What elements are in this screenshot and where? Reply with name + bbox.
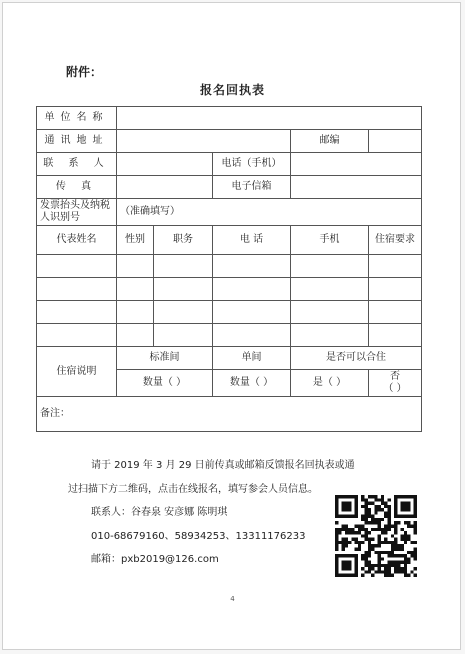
page-number: 4: [230, 595, 235, 603]
col-position: 职务: [154, 226, 213, 255]
table-row: [37, 324, 422, 347]
invoice-label: 发票抬头及纳税人识别号: [37, 199, 117, 226]
row-address: [37, 130, 422, 153]
share-room-label: 是否可以合住: [291, 347, 422, 370]
postcode-field[interactable]: [369, 130, 422, 153]
postcode-label: 邮编: [291, 130, 369, 153]
position-cell[interactable]: [154, 255, 213, 278]
row-invoice: [37, 199, 422, 226]
position-cell[interactable]: [154, 301, 213, 324]
contact-label: 联 系 人: [37, 153, 117, 176]
lodging-cell[interactable]: [369, 255, 422, 278]
table-row: [37, 301, 422, 324]
share-yes-field[interactable]: 是（ ）: [291, 370, 369, 397]
email-label: 电子信箱: [213, 176, 291, 199]
gender-cell[interactable]: [117, 301, 154, 324]
footer-line-1: 请于 2019 年 3 月 29 日前传真或邮箱反馈报名回执表或通: [91, 460, 355, 471]
lodging-cell[interactable]: [369, 324, 422, 347]
unit-name-label: 单位名称: [37, 107, 117, 130]
gender-cell[interactable]: [117, 278, 154, 301]
gender-cell[interactable]: [117, 324, 154, 347]
address-field[interactable]: [117, 130, 291, 153]
attachment-label: 附件：: [66, 65, 103, 79]
rep-name-cell[interactable]: [37, 301, 117, 324]
remarks-field[interactable]: [37, 397, 422, 432]
invoice-field[interactable]: [117, 199, 422, 226]
address-label: 通讯地址: [37, 130, 117, 153]
col-mobile: 手机: [291, 226, 369, 255]
phone-mobile-field[interactable]: [291, 153, 422, 176]
qty-single-field[interactable]: 数量（ ）: [213, 370, 291, 397]
document-page: [2, 2, 461, 650]
rep-name-cell[interactable]: [37, 324, 117, 347]
row-unit-name: [37, 107, 422, 130]
form-title: 报名回执表: [199, 83, 265, 97]
col-phone: 电 话: [213, 226, 291, 255]
lodging-cell[interactable]: [369, 301, 422, 324]
row-fax: [37, 176, 422, 199]
footer-email[interactable]: 邮箱：pxb2019@126.com: [91, 554, 219, 565]
share-no-label: 否: [390, 371, 401, 382]
col-rep-name: 代表姓名: [37, 226, 117, 255]
table-row: [37, 278, 422, 301]
col-gender: 性别: [117, 226, 154, 255]
fax-field[interactable]: [117, 176, 213, 199]
unit-name-field[interactable]: [117, 107, 422, 130]
fax-label: 传 真: [37, 176, 117, 199]
phone-cell[interactable]: [213, 278, 291, 301]
remarks-label: 备注：: [40, 408, 70, 419]
rep-name-cell[interactable]: [37, 255, 117, 278]
row-lodging-types: [37, 347, 422, 370]
phone-cell[interactable]: [213, 255, 291, 278]
phone-mobile-label: 电话（手机）: [213, 153, 291, 176]
position-cell[interactable]: [154, 324, 213, 347]
mobile-cell[interactable]: [291, 301, 369, 324]
share-no-parens: （ ）: [383, 383, 407, 394]
qr-code-icon[interactable]: [335, 495, 417, 577]
footer-contacts: 联系人：谷春泉 安彦娜 陈明琪: [91, 507, 228, 518]
share-no-field[interactable]: [369, 370, 422, 397]
contact-field[interactable]: [117, 153, 213, 176]
row-remarks: [37, 397, 422, 432]
mobile-cell[interactable]: [291, 278, 369, 301]
lodging-cell[interactable]: [369, 278, 422, 301]
email-field[interactable]: [291, 176, 422, 199]
registration-form-table: [36, 106, 422, 432]
rep-name-cell[interactable]: [37, 278, 117, 301]
footer-line-2: 过扫描下方二维码，点击在线报名，填写参会人员信息。: [68, 484, 318, 495]
row-column-headers: [37, 226, 422, 255]
phone-cell[interactable]: [213, 301, 291, 324]
footer-phones: 010-68679160、58934253、13311176233: [91, 531, 306, 542]
mobile-cell[interactable]: [291, 255, 369, 278]
table-row: [37, 255, 422, 278]
invoice-note: （准确填写）: [120, 206, 180, 217]
row-contact: [37, 153, 422, 176]
qty-standard-field[interactable]: 数量（ ）: [117, 370, 213, 397]
single-room-label: 单间: [213, 347, 291, 370]
lodging-label: 住宿说明: [37, 347, 117, 397]
col-lodging: 住宿要求: [369, 226, 422, 255]
phone-cell[interactable]: [213, 324, 291, 347]
mobile-cell[interactable]: [291, 324, 369, 347]
standard-room-label: 标准间: [117, 347, 213, 370]
position-cell[interactable]: [154, 278, 213, 301]
gender-cell[interactable]: [117, 255, 154, 278]
